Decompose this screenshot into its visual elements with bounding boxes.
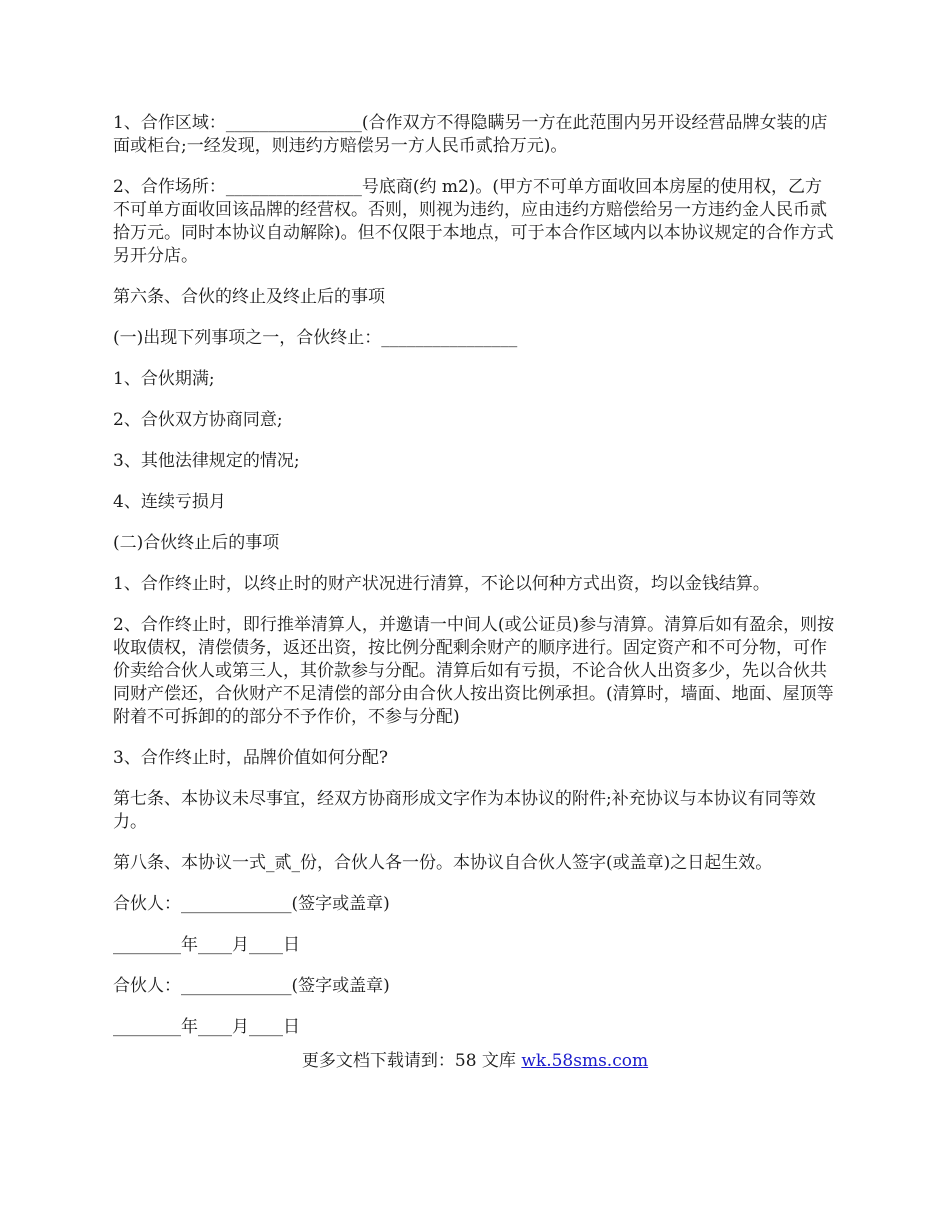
footer-text: 更多文档下载请到：58 文库 (301, 1051, 522, 1071)
list-item: 1、合伙期满; (113, 369, 215, 389)
document-body (113, 112, 839, 1057)
article-8: 第八条、本协议一式_贰_份，合伙人各一份。本协议自合伙人签字(或盖章)之日起生效。 (113, 853, 773, 873)
section-post-termination: (二)合伙终止后的事项 (113, 533, 280, 553)
date-line: ________年____月____日 (113, 935, 300, 955)
section-termination-conditions: (一)出现下列事项之一，合伙终止：________________ (113, 328, 518, 348)
article-7: 第七条、本协议未尽事宜，经双方协商形成文字作为本协议的附件;补充协议与本协议有同等效力。 (113, 789, 816, 832)
footer (0, 1050, 950, 1073)
list-item: 4、连续亏损月 (113, 492, 226, 512)
list-item: 2、合伙双方协商同意; (113, 410, 283, 430)
list-item: 3、合作终止时，品牌价值如何分配? (113, 748, 388, 768)
partner-signature-line: 合伙人：_____________(签字或盖章) (113, 976, 390, 996)
date-line: ________年____月____日 (113, 1017, 300, 1037)
list-item: 2、合作终止时，即行推举清算人，并邀请一中间人(或公证员)参与清算。清算后如有盈余，则按收取债权，清偿债务，返还出资，按比例分配剩余财产的顺序进行。固定资产和不可分物，可作价卖给合伙人或第三人，其价款参与分配。清算后如有亏损，不论合伙人出资多少，先以合伙共同财产偿还，合伙财产不足清偿的部分由合伙人按出资比例承担。(清算时，墙面、地面、屋顶等附着不可拆卸的的部分不予作价，不参与分配) (113, 615, 835, 727)
article-6-heading: 第六条、合伙的终止及终止后的事项 (113, 287, 385, 307)
list-item: 3、其他法律规定的情况; (113, 451, 300, 471)
partner-signature-line: 合伙人：_____________(签字或盖章) (113, 894, 390, 914)
footer-link[interactable]: wk.58sms.com (521, 1051, 649, 1071)
list-item: 1、合作终止时，以终止时的财产状况进行清算，不论以何种方式出资，均以金钱结算。 (113, 574, 770, 594)
paragraph-cooperation-area: 1、合作区域：________________(合作双方不得隐瞒另一方在此范围内另开设经营品牌女装的店面或柜台;一经发现，则违约方赔偿另一方人民币贰拾万元)。 (113, 113, 828, 156)
paragraph-cooperation-venue: 2、合作场所：________________号底商(约 m2)。(甲方不可单方面收回本房屋的使用权，乙方不可单方面收回该品牌的经营权。否则，则视为违约，应由违约方赔偿给另一方违约金人民币贰拾万元。同时本协议自动解除)。但不仅限于本地点，可于本合作区域内以本协议规定的合作方式另开分店。 (113, 177, 834, 266)
